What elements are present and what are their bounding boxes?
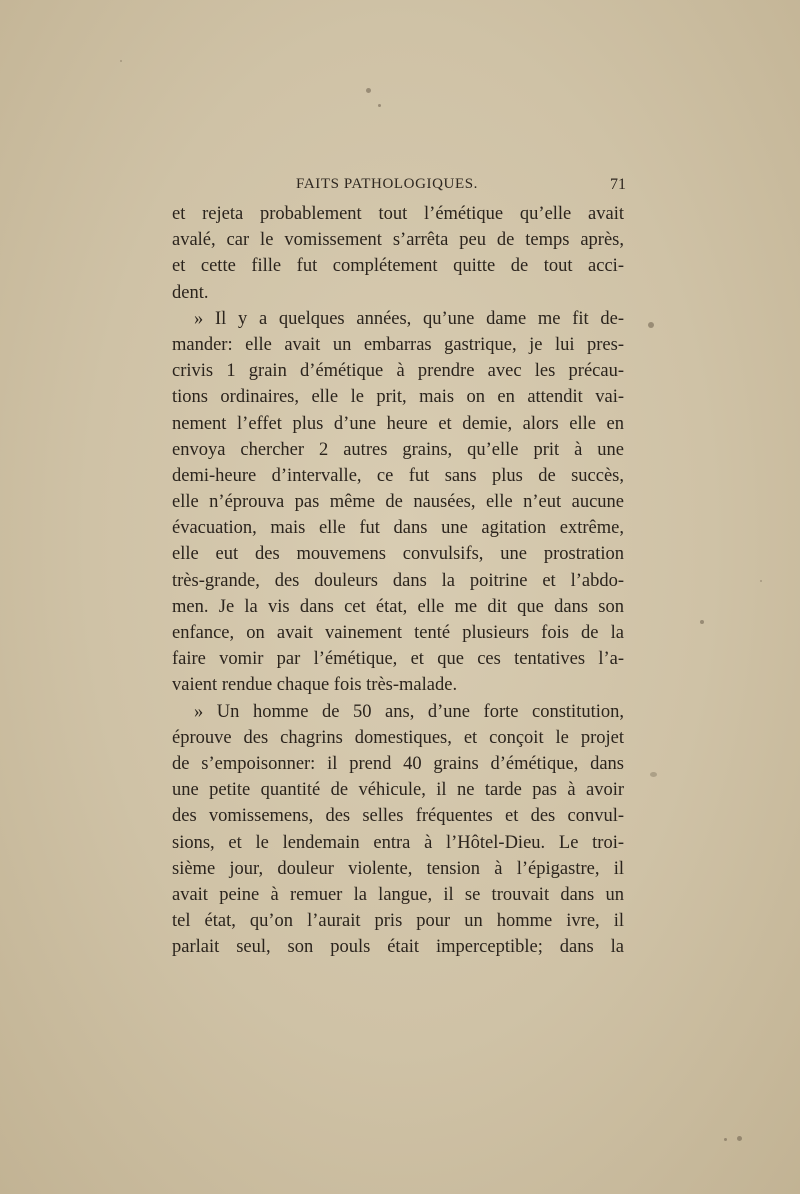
paper-speck [648,322,654,328]
text-line: évacuation, mais elle fut dans une agitation extrême, [172,518,624,539]
running-title: FAITS PATHOLOGIQUES. [296,176,479,192]
text-line: et rejeta probablement tout l’émétique qu’elle avait [172,204,624,224]
text-line: très-grande, des douleurs dans la poitrine et l’abdo- [172,570,624,591]
text-line: nement l’effet plus d’une heure et demie, alors elle en [172,413,624,434]
text-line: » Un homme de 50 ans, d’une forte constitution, [194,701,624,722]
text-line: envoya chercher 2 autres grains, qu’elle prit à une [172,439,624,460]
paper-speck [120,60,122,62]
paper-speck [650,772,657,777]
text-line: et cette fille fut complétement quitte de tout acci- [172,256,624,277]
text-line: parlait seul, son pouls était imperceptible; dans la [172,937,624,958]
paper-speck [378,104,381,107]
paper-speck [700,620,704,624]
text-line: faire vomir par l’émétique, et que ces tentatives l’a- [172,649,624,670]
text-line: enfance, on avait vainement tenté plusieurs fois de la [172,623,624,643]
text-line: mander: elle avait un embarras gastrique, je lui pres- [172,334,624,355]
text-line: avait peine à remuer la langue, il se trouvait dans un [172,884,624,905]
page-header [296,176,626,196]
text-line: men. Je la vis dans cet état, elle me dit que dans son [172,596,624,617]
text-line: crivis 1 grain d’émétique à prendre avec les précau- [172,361,624,382]
paper-speck [366,88,371,93]
paper-speck [760,580,762,582]
paper-speck [724,1138,727,1141]
text-line: sième jour, douleur violente, tension à l’épigastre, il [172,858,624,879]
text-line: elle eut des mouvemens convulsifs, une prostration [172,544,624,565]
text-line: tel état, qu’on l’aurait pris pour un homme ivre, il [172,911,624,932]
text-line: vaient rendue chaque fois très-malade. [172,675,458,696]
page-number: 71 [610,176,626,193]
text-line: des vomissemens, des selles fréquentes et des convul- [172,806,624,827]
text-line: elle n’éprouva pas même de nausées, elle n’eut aucune [172,492,624,513]
text-line: de s’empoisonner: il prend 40 grains d’émétique, dans [172,753,624,774]
text-line: dent. [172,282,209,303]
body-text [172,201,624,960]
text-line: une petite quantité de véhicule, il ne tarde pas à avoir [172,780,624,801]
text-line: » Il y a quelques années, qu’une dame me fit de- [194,308,624,329]
text-line: avalé, car le vomissement s’arrêta peu de temps après, [172,230,624,251]
paper-speck [737,1136,742,1141]
text-line: demi-heure d’intervalle, ce fut sans plus de succès, [172,465,624,486]
text-line: éprouve des chagrins domestiques, et conçoit le projet [172,727,624,748]
text-line: sions, et le lendemain entra à l’Hôtel-Dieu. Le troi- [172,832,624,853]
text-line: tions ordinaires, elle le prit, mais on en attendit vai- [172,387,624,408]
